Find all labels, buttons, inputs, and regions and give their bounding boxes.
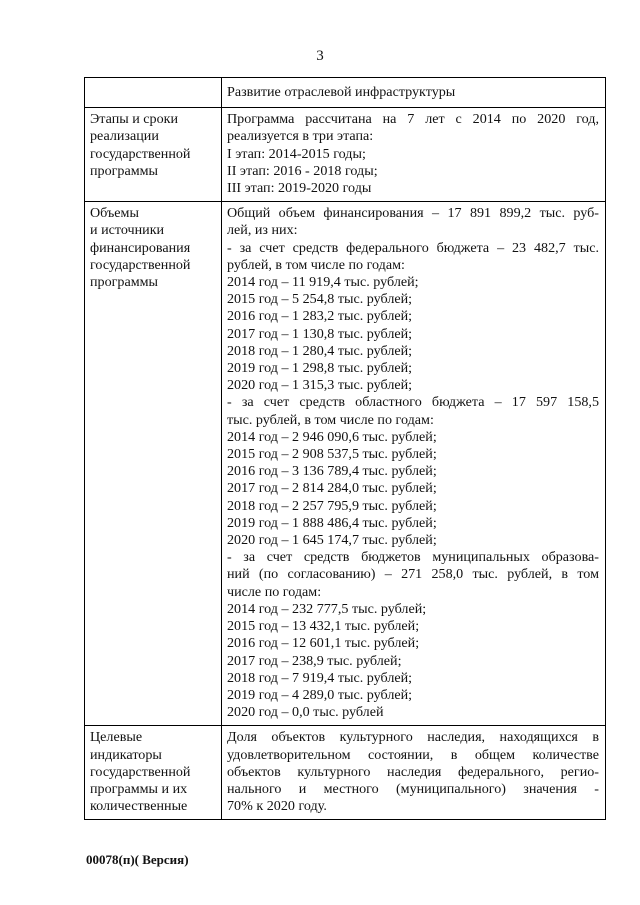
row-label-line: Этапы и сроки xyxy=(90,111,179,128)
row-value-line: реализуется в три этапа: xyxy=(227,128,374,145)
row-value-line: удовлетворительном состоянии, в общем количестве xyxy=(227,746,599,763)
row-value-line: 2016 год – 3 136 789,4 тыс. рублей; xyxy=(227,463,437,480)
row-value-cell xyxy=(222,108,606,202)
row-label-line: Объемы xyxy=(90,205,139,222)
row-value-line: 2017 год – 2 814 284,0 тыс. рублей; xyxy=(227,480,437,497)
row-value-line: I этап: 2014-2015 годы; xyxy=(227,145,366,162)
row-label-line: индикаторы xyxy=(90,746,162,763)
row-value-line: тыс. рублей, в том числе по годам: xyxy=(227,411,434,428)
row-label-line: Целевые xyxy=(90,729,143,746)
row-label-line: государственной xyxy=(90,763,191,780)
row-label-cell xyxy=(85,78,222,108)
row-label-line: программы xyxy=(90,162,159,179)
row-value-line: 2017 год – 238,9 тыс. рублей; xyxy=(227,652,402,669)
row-value-line: Развитие отраслевой инфраструктуры xyxy=(227,84,456,100)
row-value-line: Общий объем финансирования – 17 891 899,2 тыс. руб- xyxy=(227,205,599,222)
row-value-line: объектов культурного наследия федерального, регио- xyxy=(227,763,599,780)
row-value-line: 2020 год – 1 645 174,7 тыс. рублей; xyxy=(227,532,437,549)
table-row xyxy=(85,726,606,820)
row-value-line: 2015 год – 5 254,8 тыс. рублей; xyxy=(227,291,413,308)
row-value-line: Программа рассчитана на 7 лет с 2014 по 2020 год, xyxy=(227,111,599,128)
row-label-cell xyxy=(85,202,222,726)
row-value-line: лей, из них: xyxy=(227,222,298,239)
row-value-line: 2014 год – 2 946 090,6 тыс. рублей; xyxy=(227,428,437,445)
table-row xyxy=(85,78,606,108)
row-value-line: 2019 год – 1 888 486,4 тыс. рублей; xyxy=(227,514,437,531)
page-number: 3 xyxy=(316,48,324,64)
row-value-line: нального и местного (муниципального) значения - xyxy=(227,780,599,797)
row-value-line: 2019 год – 4 289,0 тыс. рублей; xyxy=(227,686,413,703)
row-value-line: 70% к 2020 году. xyxy=(227,798,327,815)
row-value-line: Доля объектов культурного наследия, находящихся в xyxy=(227,729,599,746)
table-row xyxy=(85,202,606,726)
row-value-line: 2014 год – 232 777,5 тыс. рублей; xyxy=(227,600,427,617)
row-value-line: 2018 год – 2 257 795,9 тыс. рублей; xyxy=(227,497,437,514)
row-label-cell xyxy=(85,108,222,202)
row-value-line: 2018 год – 1 280,4 тыс. рублей; xyxy=(227,342,413,359)
row-label-line: государственной xyxy=(90,256,191,273)
footer-document-code: 00078(п)( Версия) xyxy=(86,852,189,867)
row-label-line: программы xyxy=(90,274,159,291)
row-label-line: программы и их xyxy=(90,780,188,797)
row-value-line: 2014 год – 11 919,4 тыс. рублей; xyxy=(227,274,419,291)
row-value-cell xyxy=(222,78,606,108)
row-value-line: - за счет средств бюджетов муниципальных образова- xyxy=(227,549,599,566)
row-value-line: рублей, в том числе по годам: xyxy=(227,256,405,273)
row-label-line: реализации xyxy=(90,128,159,145)
row-label-cell xyxy=(85,726,222,820)
row-value-line: числе по годам: xyxy=(227,583,322,600)
row-value-line: 2016 год – 1 283,2 тыс. рублей; xyxy=(227,308,413,325)
row-value-line: ний (по согласованию) – 271 258,0 тыс. рублей, в том xyxy=(227,566,599,583)
row-label-line: государственной xyxy=(90,145,191,162)
row-value-line: 2015 год – 13 432,1 тыс. рублей; xyxy=(227,618,420,635)
row-value-line: 2018 год – 7 919,4 тыс. рублей; xyxy=(227,669,413,686)
row-value-line: II этап: 2016 - 2018 годы; xyxy=(227,162,378,179)
row-label-line: и источники xyxy=(90,222,165,239)
row-label-line: финансирования xyxy=(90,239,191,256)
row-value-line: 2016 год – 12 601,1 тыс. рублей; xyxy=(227,635,420,652)
row-label-line: количественные xyxy=(90,798,188,815)
table-row xyxy=(85,108,606,202)
row-value-line: III этап: 2019-2020 годы xyxy=(227,180,372,197)
row-value-cell xyxy=(222,726,606,820)
row-value-line: 2020 год – 1 315,3 тыс. рублей; xyxy=(227,377,413,394)
row-value-line: 2020 год – 0,0 тыс. рублей xyxy=(227,704,384,721)
row-value-line: 2015 год – 2 908 537,5 тыс. рублей; xyxy=(227,446,437,463)
passport-table xyxy=(84,77,606,820)
row-value-line: - за счет средств федерального бюджета – 23 482,7 тыс. xyxy=(227,239,599,256)
row-value-line: 2017 год – 1 130,8 тыс. рублей; xyxy=(227,325,413,342)
row-value-line: - за счет средств областного бюджета – 17 597 158,5 xyxy=(227,394,599,411)
row-value-cell xyxy=(222,202,606,726)
row-value-line: 2019 год – 1 298,8 тыс. рублей; xyxy=(227,360,413,377)
